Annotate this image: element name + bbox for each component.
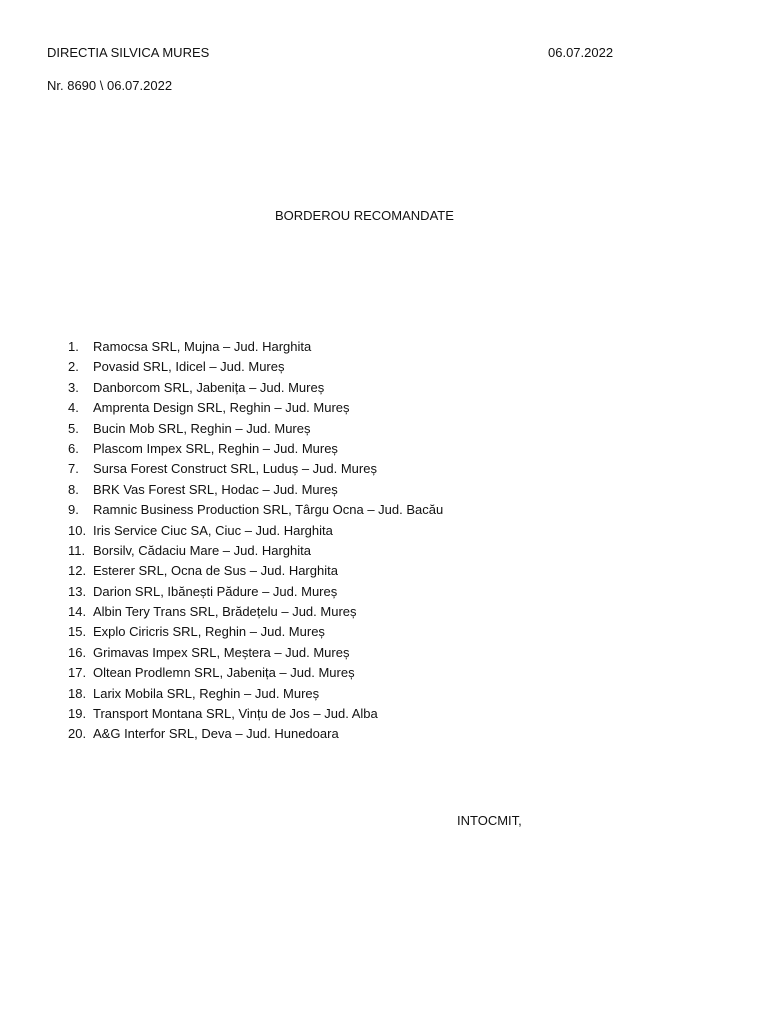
item-text: Borsilv, Cădaciu Mare – Jud. Harghita xyxy=(93,542,311,558)
list-item xyxy=(68,400,443,420)
item-text: Ramnic Business Production SRL, Târgu Ocna – Jud. Bacău xyxy=(93,502,444,518)
item-number: 11. xyxy=(68,542,86,558)
item-number: 16. xyxy=(68,644,87,660)
item-text: Albin Tery Trans SRL, Brădețelu – Jud. Mureș xyxy=(93,604,357,620)
item-number: 15. xyxy=(68,624,87,640)
item-text: Explo Ciricris SRL, Reghin – Jud. Mureș xyxy=(93,624,325,640)
item-text: Bucin Mob SRL, Reghin – Jud. Mureș xyxy=(93,420,311,436)
item-text: Larix Mobila SRL, Reghin – Jud. Mureș xyxy=(93,685,320,701)
list-item xyxy=(68,584,443,604)
list-item xyxy=(68,645,443,665)
item-text: Grimavas Impex SRL, Meștera – Jud. Mureș xyxy=(93,644,350,660)
item-number: 10. xyxy=(68,522,87,538)
item-text: Iris Service Ciuc SA, Ciuc – Jud. Harghita xyxy=(93,522,333,538)
list-item xyxy=(68,706,443,726)
list-item xyxy=(68,563,443,583)
item-number: 18. xyxy=(68,685,87,701)
list-item xyxy=(68,523,443,543)
list-item xyxy=(68,359,443,379)
list-item xyxy=(68,441,443,461)
list-item xyxy=(68,543,443,563)
list-item xyxy=(68,380,443,400)
document-title: BORDEROU RECOMANDATE xyxy=(275,208,454,223)
item-number: 3. xyxy=(68,379,79,395)
list-item xyxy=(68,421,443,441)
item-text: Danborcom SRL, Jabenița – Jud. Mureș xyxy=(93,379,325,395)
item-number: 8. xyxy=(68,481,79,497)
item-number: 5. xyxy=(68,420,79,436)
item-text: Povasid SRL, Idicel – Jud. Mureș xyxy=(93,359,285,375)
item-text: Amprenta Design SRL, Reghin – Jud. Mureș xyxy=(93,400,350,416)
item-text: Oltean Prodlemn SRL, Jabenița – Jud. Mureș xyxy=(93,665,355,681)
item-number: 12. xyxy=(68,563,87,579)
item-number: 4. xyxy=(68,400,79,416)
recipient-list xyxy=(68,339,443,747)
list-item xyxy=(68,502,443,522)
signature-label: INTOCMIT, xyxy=(457,813,522,828)
list-item xyxy=(68,624,443,644)
list-item xyxy=(68,665,443,685)
item-text: Plascom Impex SRL, Reghin – Jud. Mureș xyxy=(93,440,338,456)
item-text: A&G Interfor SRL, Deva – Jud. Hunedoara xyxy=(93,726,339,742)
item-number: 6. xyxy=(68,440,79,456)
item-text: Darion SRL, Ibănești Pădure – Jud. Mureș xyxy=(93,583,338,599)
list-item xyxy=(68,604,443,624)
item-number: 20. xyxy=(68,726,87,742)
list-item xyxy=(68,461,443,481)
item-number: 19. xyxy=(68,706,87,722)
document-date: 06.07.2022 xyxy=(548,45,614,60)
item-text: Ramocsa SRL, Mujna – Jud. Harghita xyxy=(93,339,312,354)
item-number: 1. xyxy=(68,339,79,354)
list-item xyxy=(68,726,443,746)
list-item xyxy=(68,482,443,502)
item-number: 7. xyxy=(68,461,79,477)
item-number: 9. xyxy=(68,502,79,518)
item-text: BRK Vas Forest SRL, Hodac – Jud. Mureș xyxy=(93,481,338,497)
item-text: Sursa Forest Construct SRL, Luduș – Jud. Mureș xyxy=(93,461,377,477)
item-text: Transport Montana SRL, Vințu de Jos – Jud. Alba xyxy=(93,706,378,722)
list-item xyxy=(68,339,443,359)
list-item xyxy=(68,686,443,706)
item-number: 14. xyxy=(68,604,87,620)
registration-number: Nr. 8690 \ 06.07.2022 xyxy=(47,78,173,93)
item-number: 17. xyxy=(68,665,87,681)
item-number: 13. xyxy=(68,583,87,599)
item-text: Esterer SRL, Ocna de Sus – Jud. Harghita xyxy=(93,563,338,579)
item-number: 2. xyxy=(68,359,79,375)
institution-name: DIRECTIA SILVICA MURES xyxy=(47,45,210,60)
